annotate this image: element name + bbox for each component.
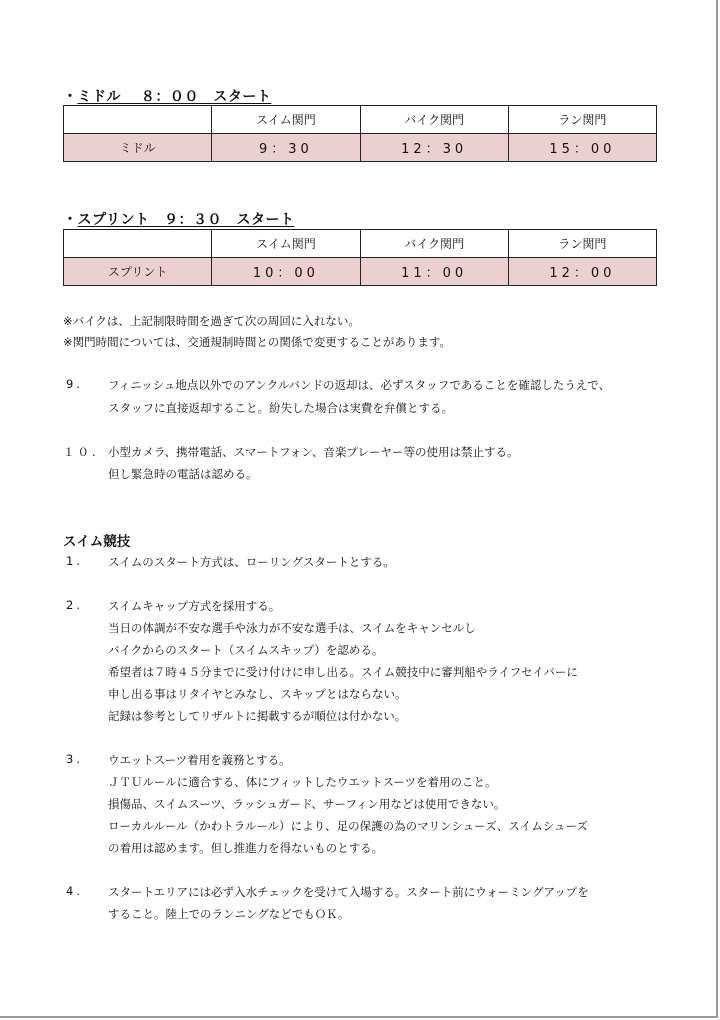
run-cutoff: 15：00 bbox=[508, 134, 656, 162]
swim-item-line: ローカルルール（かわトラルール）により、足の保護の為のマリンシューズ、スイムシューズ bbox=[108, 819, 588, 833]
swim-item-number: 4. bbox=[66, 884, 83, 898]
middle-heading-text: ミドル ８：００ スタート bbox=[77, 89, 272, 105]
rule-line: 小型カメラ、携帯電話、スマートフォン、音楽プレーヤー等の使用は禁止する。 bbox=[108, 445, 519, 459]
swim-item-line: ＪＴＵルールに適合する、体にフィットしたウエットスーツを着用のこと。 bbox=[108, 775, 497, 789]
header-cell-empty bbox=[64, 106, 212, 134]
swim-item-line: スタートエリアには必ず入水チェックを受けて入場する。スタート前にウォーミングアップを bbox=[108, 885, 589, 899]
note-bike: ※バイクは、上記制限時間を過ぎて次の周回に入れない。 bbox=[63, 314, 360, 328]
header-cell-empty bbox=[64, 230, 212, 258]
row-label: スプリント bbox=[64, 258, 212, 286]
swim-item-line: 希望者は７時４５分までに受け付けに申し出る。スイム競技中に審判船やライフセイバーに bbox=[108, 665, 578, 679]
swim-item-line: の着用は認めます。但し推進力を得ないものとする。 bbox=[108, 841, 384, 855]
swim-item-number: 3. bbox=[66, 752, 83, 766]
header-cell-swim: スイム関門 bbox=[212, 106, 360, 134]
sprint-heading bbox=[63, 209, 294, 229]
header-cell-bike: バイク関門 bbox=[360, 230, 508, 258]
rule-line: スタッフに直接返却すること。紛失した場合は実費を弁償とする。 bbox=[108, 401, 453, 415]
swim-item-number: 2. bbox=[66, 598, 83, 612]
bike-cutoff: 11：00 bbox=[360, 258, 508, 286]
table-row bbox=[64, 258, 657, 286]
heading-bullet: ・ bbox=[63, 89, 78, 105]
swim-item-line: すること。陸上でのランニングなどでもＯＫ。 bbox=[108, 907, 350, 921]
swim-item-line: スイムキャップ方式を採用する。 bbox=[108, 599, 281, 613]
note-gate-time: ※関門時間については、交通規制時間との関係で変更することがあります。 bbox=[63, 335, 451, 349]
heading-bullet: ・ bbox=[63, 212, 78, 228]
header-cell-swim: スイム関門 bbox=[212, 230, 360, 258]
rule-number: １０. bbox=[63, 445, 99, 459]
swim-item-line: 申し出る事はリタイヤとみなし、スキップとはならない。 bbox=[108, 687, 407, 701]
row-label: ミドル bbox=[64, 134, 212, 162]
bike-cutoff: 12：30 bbox=[360, 134, 508, 162]
swim-cutoff: 10：00 bbox=[212, 258, 360, 286]
header-cell-bike: バイク関門 bbox=[360, 106, 508, 134]
sprint-heading-text: スプリント ９：３０ スタート bbox=[77, 212, 295, 228]
rule-line: 但し緊急時の電話は認める。 bbox=[108, 467, 258, 481]
rule-line: フィニッシュ地点以外でのアンクルバンドの返却は、必ずスタッフであることを確認したうえで、 bbox=[108, 378, 611, 392]
header-cell-run: ラン関門 bbox=[508, 230, 656, 258]
swim-item-line: ウエットスーツ着用を義務とする。 bbox=[108, 753, 291, 767]
header-cell-run: ラン関門 bbox=[508, 106, 656, 134]
run-cutoff: 12：00 bbox=[508, 258, 656, 286]
middle-gate-table bbox=[63, 105, 657, 162]
swim-section-title: スイム競技 bbox=[63, 534, 131, 550]
swim-cutoff: 9：30 bbox=[212, 134, 360, 162]
swim-item-line: 損傷品、スイムスーツ、ラッシュガード、サーフィン用などは使用できない。 bbox=[108, 797, 506, 811]
table-header-row bbox=[64, 230, 657, 258]
rule-number: 9. bbox=[66, 377, 83, 391]
table-row bbox=[64, 134, 657, 162]
swim-item-line: バイクからのスタート（スイムスキップ）を認める。 bbox=[108, 643, 384, 657]
swim-item-line: スイムのスタート方式は、ローリングスタートとする。 bbox=[108, 555, 395, 569]
middle-heading bbox=[63, 86, 271, 106]
sprint-gate-table bbox=[63, 229, 657, 286]
swim-item-line: 当日の体調が不安な選手や泳力が不安な選手は、スイムをキャンセルし bbox=[108, 621, 476, 635]
swim-item-number: 1. bbox=[66, 554, 83, 568]
table-header-row bbox=[64, 106, 657, 134]
swim-item-line: 記録は参考としてリザルトに掲載するが順位は付かない。 bbox=[108, 709, 407, 723]
